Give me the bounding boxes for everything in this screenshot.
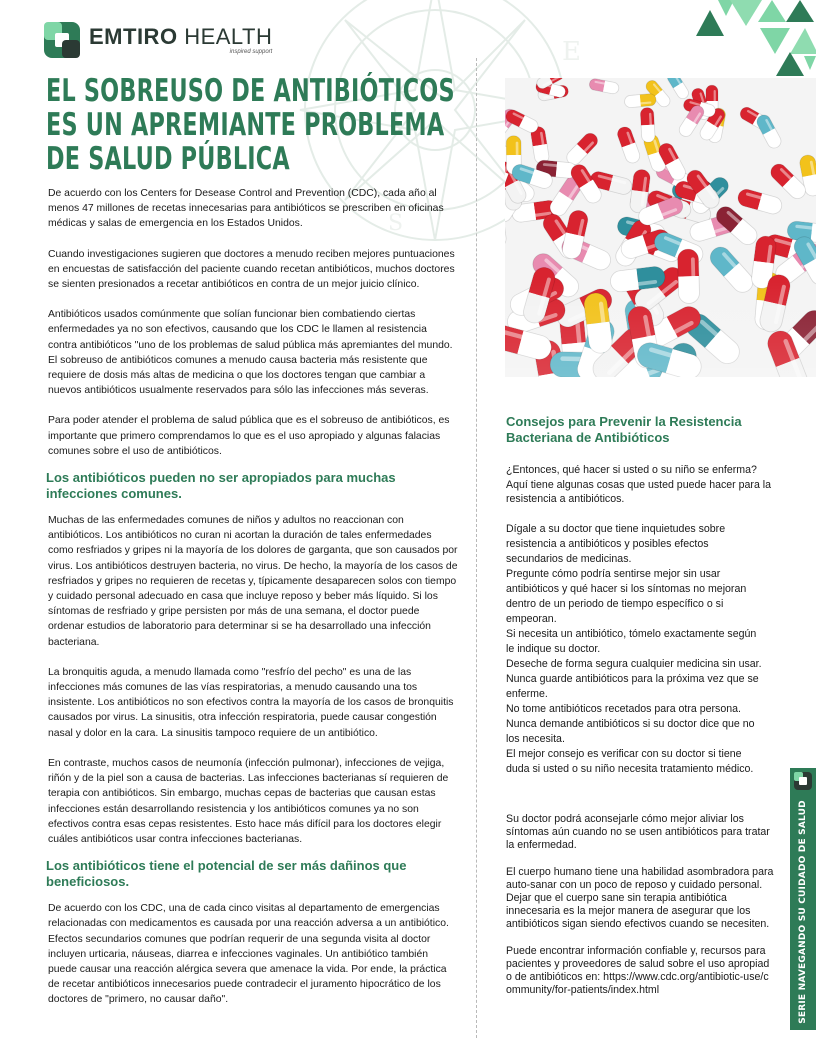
section-paragraph: De acuerdo con los CDC, una de cada cinco visitas al departamento de emergencias relacionadas con medicamentos es causada por una reacción adversa a un antibiótico. Efectos secundarios comunes que podrían requerir de una segunda visita al doctor incluyen urticaria, náuseas, diarrea e infecciones vaginales. Un antibiótico también puede causar una reacción alérgica severa que amenace la vida. Por ende, la práctica de recetar antibióticos innecesarios puede contradecir el juramento hipocrático de los doctores de "primero, no causar daño". <box>48 903 449 1006</box>
tip-item: Pregunte cómo podría sentirse mejor sin usar antibióticos y qué hacer si los síntomas no mejoran dentro de un periodo de tiempo específico o si empeoran. <box>506 567 747 625</box>
tip-item: Deseche de forma segura cualquier medicina sin usar. <box>506 657 762 670</box>
intro-paragraph: Cuando investigaciones sugieren que doctores a menudo reciben mejores puntuaciones en encuestas de satisfacción del paciente cuando recetan antibióticos, muchos doctores se sienten presionados a recetar antibióticos en contra de un mejor juicio clínico. <box>48 248 455 291</box>
closing-paragraph: Su doctor podrá aconsejarle cómo mejor aliviar los síntomas aún cuando no se usen antibióticos para tratar la enfermedad. <box>506 813 770 852</box>
left-column <box>48 186 458 1023</box>
tip-item: No tome antibióticos recetados para otra persona. <box>506 702 741 715</box>
tip-item: Nunca guarde antibióticos para la próxima vez que se enferme. <box>506 672 759 700</box>
title-line-2: ES UN APREMIANTE PROBLEMA <box>46 107 445 143</box>
brand-name: EMTIRO HEALTH <box>89 23 273 49</box>
tips-section <box>506 414 778 777</box>
title-line-3: DE SALUD PÚBLICA <box>46 141 290 177</box>
logo-text <box>89 23 273 55</box>
closing-paragraph-resources: Puede encontrar información confiable y, recursos para pacientes y proveedores de salud sobre el uso apropiado de antibióticos en: https://www.cdc.org/antibiotic-use/community/for-patients/index.html <box>506 944 770 997</box>
intro-paragraph: De acuerdo con los Centers for Desease Control and Prevention (CDC), cada año al menos 47 millones de recetas innecesarias para antibióticos se prescriben en oficinas médicas y salas de emergencia en los Estados Unidos. <box>48 188 444 230</box>
series-logo-icon <box>790 768 816 794</box>
tip-item: El mejor consejo es verificar con su doctor si tiene duda si usted o su niño necesita tratamiento médico. <box>506 747 754 775</box>
tip-item: Dígale a su doctor que tiene inquietudes sobre resistencia a antibióticos y posibles efectos secundarios de medicinas. <box>506 522 726 565</box>
section-paragraph: Muchas de las enfermedades comunes de niños y adultos no reaccionan con antibióticos. Los antibióticos no curan ni acortan la duración de tales enfermedades como resfriados y gripes ni la mayoría de los dolores de garganta, que son causados por virus. Los antibióticos destruyen bacteria, no virus. De hecho, la mayoría de los casos de resfriados y gripes no requieren de recetas y, típicamente desaparecen solos con tiempo y cuidado personal adecuado en casa que incluye reposo y beber más líquido. Si los síntomas de resfriado y gripe persisten por más de una semana, el doctor puede ordenar estudios de laboratorio para determinar si se ha desarrollado una infección bacteriana. <box>48 515 458 648</box>
logo-mark-icon <box>44 22 80 58</box>
tip-item: Nunca demande antibióticos si su doctor dice que no los necesita. <box>506 717 755 745</box>
tips-heading: Consejos para Prevenir la Resistencia Bacteriana de Antibióticos <box>506 414 742 445</box>
section-heading-inappropriate: Los antibióticos pueden no ser apropiados para muchas infecciones comunes. <box>46 470 396 502</box>
closing-section <box>506 813 774 997</box>
pills-photo <box>505 78 816 377</box>
title-line-1: EL SOBREUSO DE ANTIBIÓTICOS <box>46 73 455 109</box>
section-heading-harmful: Los antibióticos tiene el potencial de ser más dañinos que beneficiosos. <box>46 858 407 890</box>
section-paragraph: La bronquitis aguda, a menudo llamada como "resfrío del pecho" es una de las infecciones más comunes de las vías respiratorias, a menudo causando una tos insistente. Los antibióticos no son efectivos contra la mayoría de los casos de bronquitis causados por virus. La sinusitis, otra infección respiratoria, puede causar congestión nasal y dolor en la cara. La sinusitis tampoco requiere de un antibiótico. <box>48 666 454 739</box>
series-side-tab <box>790 768 816 1030</box>
intro-paragraph: Antibióticos usados comúnmente que solían funcionar bien combatiendo ciertas enfermedades ya no son efectivos, causando que los CDC le llamen al resistencia contra antibióticos "uno de los problemas de salud pública más apremiantes del mundo. El sobreuso de antibióticos comunes a menudo causa bacteria más resistente que requiere de dosis más altas de medicina o que los doctores tengan que cambiar a nuevos antibióticos usualmente reservados para sólo las infecciones más severas. <box>48 309 453 397</box>
series-label: SERIE NAVEGANDO SU CUIDADO DE SALUD <box>798 800 808 1024</box>
section-paragraph: En contraste, muchos casos de neumonía (infección pulmonar), infecciones de vejiga, riñón y de la piel son a causa de bacterias. Las infecciones bacterianas sí requieren de terapia con antibióticos. Sin embargo, muchas cepas de bacterias que causan estas infecciones están desarrollando resistencia y los antibióticos comunes ya no son efectivos contra esas cepas resistentes. Esto hace más difícil para los doctores elegir cuáles antibióticos usar contra infecciones bacterianas. <box>48 757 449 845</box>
tips-intro: ¿Entonces, qué hacer si usted o su niño se enferma? Aquí tiene algunas cosas que usted puede hacer para la resistencia a antibióticos. <box>506 464 772 505</box>
brand-tagline: inspired support <box>229 48 273 55</box>
column-divider <box>476 58 477 1038</box>
svg-text:E: E <box>562 37 581 67</box>
tips-list <box>506 522 778 777</box>
tip-item: Si necesita un antibiótico, tómelo exactamente según le indique su doctor. <box>506 627 757 655</box>
page-title <box>46 74 464 176</box>
intro-paragraph: Para poder atender el problema de salud pública que es el sobreuso de antibióticos, es importante que primero comprendamos lo que es el uso apropiado y algunas falacias comunes sobre el uso de antibióticos. <box>48 415 450 457</box>
brand-logo <box>44 22 272 58</box>
pill-capsule <box>640 107 655 142</box>
svg-text:S: S <box>388 211 404 236</box>
closing-paragraph: El cuerpo humano tiene una habilidad asombradora para auto-sanar con un poco de reposo y cuidado personal. Dejar que el cuerpo sane sin terapia antibiótica innecesaria es la mejor manera de asegurar que los antibióticos sigan siendo efectivos cuando se necesiten. <box>506 865 774 931</box>
pill-capsule <box>624 93 656 108</box>
